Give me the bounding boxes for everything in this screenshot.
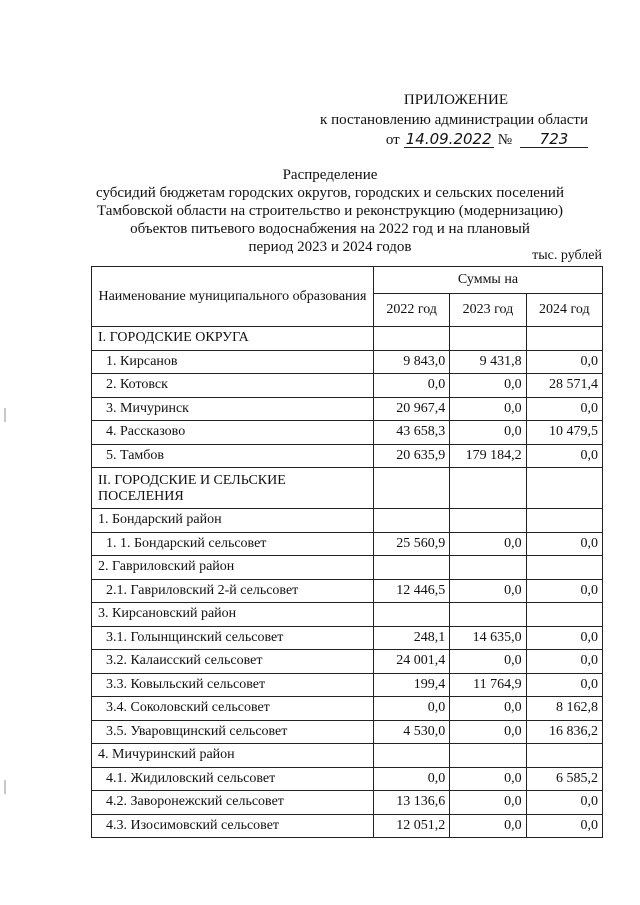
value-cell: 0,0	[526, 626, 602, 650]
value-cell: 28 571,4	[526, 374, 602, 398]
value-cell	[450, 603, 526, 627]
margin-mark	[4, 408, 6, 422]
heading-line-3: Тамбовской области на строительство и реконструкцию (модернизацию)	[97, 203, 563, 219]
table-row	[92, 650, 603, 674]
table-row	[92, 374, 603, 398]
district-row	[92, 603, 603, 627]
value-cell: 14 635,0	[450, 626, 526, 650]
document-heading	[60, 166, 600, 256]
row-name-cell: 3.3. Ковыльский сельсовет	[92, 673, 374, 697]
district-row	[92, 509, 603, 533]
column-header-name: Наименование муниципального образования	[92, 267, 374, 327]
section-row	[92, 327, 603, 351]
row-name-cell: 3.1. Голынщинский сельсовет	[92, 626, 374, 650]
table-row	[92, 626, 603, 650]
value-cell: 0,0	[526, 814, 602, 838]
value-cell: 12 051,2	[373, 814, 449, 838]
table-row	[92, 673, 603, 697]
value-cell	[373, 468, 449, 509]
number-prefix: №	[497, 132, 512, 148]
value-cell	[526, 509, 602, 533]
appendix-title: ПРИЛОЖЕНИЕ	[403, 92, 508, 108]
value-cell: 0,0	[526, 532, 602, 556]
table-row	[92, 720, 603, 744]
value-cell	[450, 744, 526, 768]
value-cell: 9 431,8	[450, 350, 526, 374]
row-name-cell: 2. Гавриловский район	[92, 556, 374, 580]
value-cell: 199,4	[373, 673, 449, 697]
value-cell: 0,0	[373, 697, 449, 721]
value-cell: 0,0	[450, 579, 526, 603]
table-row	[92, 767, 603, 791]
value-cell: 0,0	[450, 697, 526, 721]
value-cell: 6 585,2	[526, 767, 602, 791]
heading-line-1: Распределение	[282, 167, 378, 183]
value-cell: 0,0	[526, 444, 602, 468]
value-cell	[526, 327, 602, 351]
value-cell: 10 479,5	[526, 421, 602, 445]
row-name-cell: 3.4. Соколовский сельсовет	[92, 697, 374, 721]
value-cell: 0,0	[450, 767, 526, 791]
value-cell	[373, 603, 449, 627]
row-name-cell: I. ГОРОДСКИЕ ОКРУГА	[92, 327, 374, 351]
value-cell: 13 136,6	[373, 791, 449, 815]
row-name-cell: 4.2. Заворонежский сельсовет	[92, 791, 374, 815]
subsidy-table	[91, 266, 603, 838]
section-row	[92, 468, 603, 509]
column-header-year: 2023 год	[450, 294, 526, 327]
value-cell: 0,0	[526, 650, 602, 674]
value-cell	[373, 327, 449, 351]
value-cell	[526, 556, 602, 580]
value-cell: 0,0	[450, 720, 526, 744]
row-name-cell: 2. Котовск	[92, 374, 374, 398]
value-cell	[373, 556, 449, 580]
table-row	[92, 444, 603, 468]
row-name-cell: 1. 1. Бондарский сельсовет	[92, 532, 374, 556]
column-header-year: 2024 год	[526, 294, 602, 327]
row-name-cell: 4.3. Изосимовский сельсовет	[92, 814, 374, 838]
value-cell: 4 530,0	[373, 720, 449, 744]
table-row	[92, 397, 603, 421]
value-cell	[450, 556, 526, 580]
row-name-cell: 3.5. Уваровщинский сельсовет	[92, 720, 374, 744]
heading-line-4: объектов питьевого водоснабжения на 2022 год и на плановый	[130, 221, 530, 237]
row-name-cell: 4. Рассказово	[92, 421, 374, 445]
value-cell	[450, 327, 526, 351]
value-cell: 8 162,8	[526, 697, 602, 721]
table-row	[92, 814, 603, 838]
value-cell: 0,0	[526, 579, 602, 603]
value-cell: 0,0	[373, 374, 449, 398]
value-cell	[526, 603, 602, 627]
heading-line-5: период 2023 и 2024 годов	[248, 239, 412, 255]
appendix-subtitle: к постановлению администрации области	[320, 112, 588, 128]
value-cell: 24 001,4	[373, 650, 449, 674]
value-cell: 0,0	[450, 421, 526, 445]
table-body	[92, 327, 603, 838]
row-name-cell: 1. Бондарский район	[92, 509, 374, 533]
value-cell: 11 764,9	[450, 673, 526, 697]
handwritten-number: 723	[520, 131, 588, 148]
value-cell: 0,0	[450, 374, 526, 398]
district-row	[92, 744, 603, 768]
value-cell: 25 560,9	[373, 532, 449, 556]
row-name-cell: 3.2. Калаисский сельсовет	[92, 650, 374, 674]
value-cell	[526, 744, 602, 768]
value-cell: 0,0	[450, 650, 526, 674]
table-row	[92, 697, 603, 721]
column-header-year: 2022 год	[373, 294, 449, 327]
value-cell: 0,0	[526, 350, 602, 374]
table-row	[92, 350, 603, 374]
value-cell: 179 184,2	[450, 444, 526, 468]
row-name-cell: 5. Тамбов	[92, 444, 374, 468]
heading-line-2: субсидий бюджетам городских округов, городских и сельских поселений	[96, 185, 564, 201]
column-header-sums: Суммы на	[373, 267, 602, 294]
margin-mark	[4, 780, 6, 794]
value-cell: 0,0	[450, 532, 526, 556]
value-cell: 20 635,9	[373, 444, 449, 468]
value-cell: 0,0	[450, 814, 526, 838]
appendix-block	[320, 90, 588, 150]
row-name-cell: 2.1. Гавриловский 2-й сельсовет	[92, 579, 374, 603]
value-cell	[373, 744, 449, 768]
value-cell: 0,0	[526, 397, 602, 421]
district-row	[92, 556, 603, 580]
value-cell: 43 658,3	[373, 421, 449, 445]
table-row	[92, 579, 603, 603]
row-name-cell: 3. Мичуринск	[92, 397, 374, 421]
value-cell: 9 843,0	[373, 350, 449, 374]
appendix-reference	[320, 130, 588, 150]
table-row	[92, 791, 603, 815]
table-row	[92, 532, 603, 556]
value-cell	[373, 509, 449, 533]
handwritten-date: 14.09.2022	[404, 131, 494, 148]
value-cell: 0,0	[526, 791, 602, 815]
row-name-cell: II. ГОРОДСКИЕ И СЕЛЬСКИЕ ПОСЕЛЕНИЯ	[92, 468, 374, 509]
value-cell: 0,0	[450, 791, 526, 815]
date-prefix: от	[385, 132, 400, 148]
value-cell: 16 836,2	[526, 720, 602, 744]
value-cell: 20 967,4	[373, 397, 449, 421]
row-name-cell: 4.1. Жидиловский сельсовет	[92, 767, 374, 791]
value-cell	[526, 468, 602, 509]
value-cell: 12 446,5	[373, 579, 449, 603]
row-name-cell: 1. Кирсанов	[92, 350, 374, 374]
row-name-cell: 3. Кирсановский район	[92, 603, 374, 627]
value-cell: 0,0	[373, 767, 449, 791]
value-cell: 0,0	[450, 397, 526, 421]
value-cell	[450, 468, 526, 509]
table-row	[92, 421, 603, 445]
unit-label: тыс. рублей	[532, 248, 602, 263]
row-name-cell: 4. Мичуринский район	[92, 744, 374, 768]
value-cell: 0,0	[526, 673, 602, 697]
value-cell	[450, 509, 526, 533]
value-cell: 248,1	[373, 626, 449, 650]
